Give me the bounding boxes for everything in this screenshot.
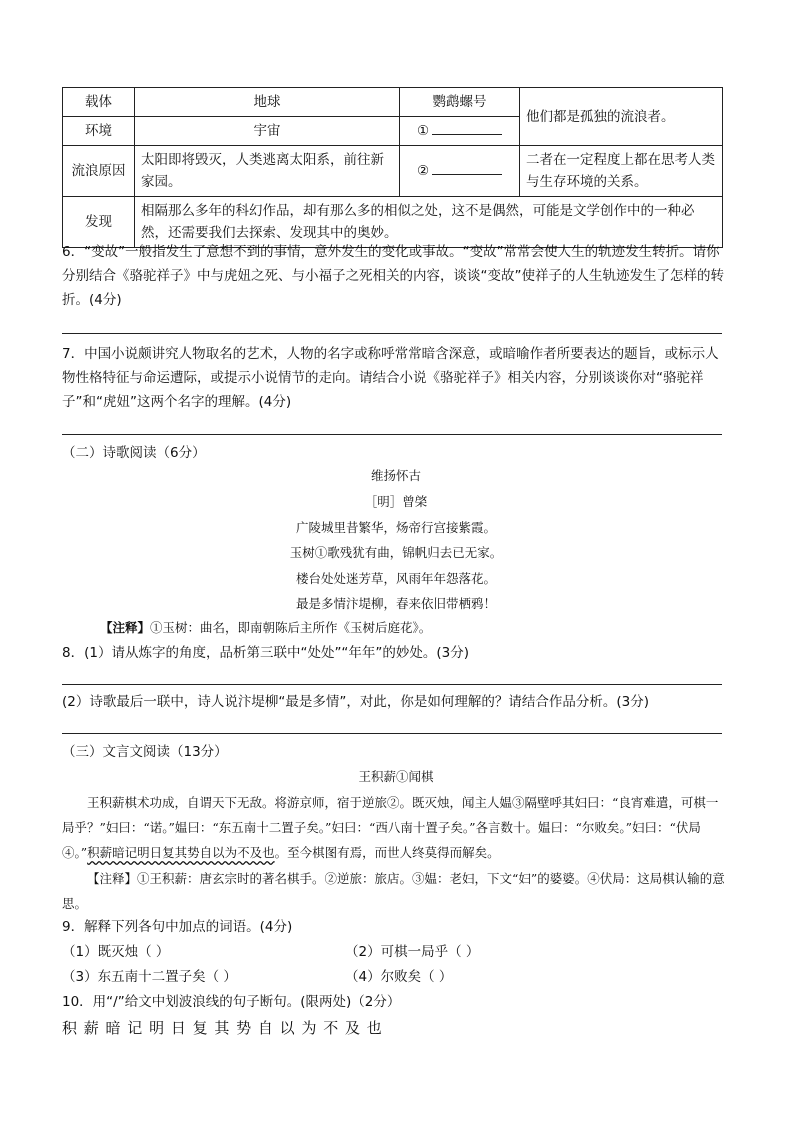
answer-line[interactable] [62,333,722,334]
section-heading: （二）诗歌阅读（6分） [62,445,206,461]
question-7: 7．中国小说颇讲究人物取名的艺术，人物的名字或称呼常常暗含深意，或暗喻作者所要表达的题旨，或标示人物性格特征与命运遭际，或提示小说情节的走向。请结合小说《骆驼祥子》相关内容，分别谈谈你对“骆驼祥子”和“虎妞”这两个名字的理解。(4分) [62,346,719,410]
q10-sentence: 积 薪 暗 记 明 日 复 其 势 自 以 为 不 及 也 [62,1019,383,1037]
poem-note [100,617,431,639]
answer-line[interactable] [62,733,722,734]
table-cell: 太阳即将毁灭，人类逃离太阳系，前往新家园。 [135,146,400,197]
table-cell: 宇宙 [135,117,400,146]
poem-line: 广陵城里昔繁华，炀帝行宫接紫霞。 [295,520,496,535]
passage-text: 。至今棋图有焉，而世人终莫得而解矣。 [274,845,500,860]
table-cell: 流浪原因 [63,146,135,197]
table-cell: 载体 [63,88,135,117]
table-row [63,88,723,117]
poem-line: 最是多情汴堤柳，春来依旧带栖鸦！ [295,596,496,611]
q9-item: （3）东五南十二置子矣（ ） [62,969,237,985]
classical-passage [62,790,730,865]
blank-label: ① [416,123,430,139]
blank-label: ② [416,163,430,179]
table-cell: 二者在一定程度上都在思考人类与生存环境的关系。 [520,146,723,197]
section-heading: （三）文言文阅读（13分） [62,744,228,760]
question-10: 10．用“/”给文中划波浪线的句子断句。(限两处)（2分） [62,994,401,1010]
answer-blank[interactable] [432,160,502,175]
answer-line[interactable] [62,434,722,435]
q9-item: （1）既灭烛（ ） [62,944,170,960]
question-8-2: (2）诗歌最后一联中，诗人说汴堤柳“最是多情”，对此，你是如何理解的？请结合作品分析。(3分) [62,694,649,710]
wavy-sentence: 积薪暗记明日复其势自以为不及也 [87,845,275,860]
passage-text: 王积薪棋术功成，自谓天下无敌。将游京师，宿于逆旅②。既灭烛，闻主人媪③隔壁呼其妇曰：“良宵难遣，可棋一局乎？”妇曰：“诺。”媪曰：“东五南十二置子矣。”妇曰：“西八南十置子矣。”各言数十。媪曰：“尔败矣。”妇曰：“伏局④。” [62,795,719,860]
classical-note: 【注释】①王积薪：唐玄宗时的著名棋手。②逆旅：旅店。③媪：老妇，下文“妇”的婆婆。④伏局：这局棋认输的意思。 [62,871,725,911]
question-6: 6．“变故”一般指发生了意想不到的事情，意外发生的变化或事故。“变故”常常会使人生的轨迹发生转折。请你分别结合《骆驼祥子》中与虎妞之死、与小福子之死相关的内容，谈谈“变故”使祥子的人生轨迹发生了怎样的转折。(4分) [62,244,724,308]
classical-title: 王积薪①闻棋 [358,769,434,784]
comparison-table [62,87,723,248]
question-8-1: 8．(1）请从炼字的角度，品析第三联中“处处”“年年”的妙处。(3分) [62,645,470,661]
poem-author: ［明］曾棨 [364,494,428,509]
poem-line: 玉树①歌残犹有曲，锦帆归去已无家。 [289,545,503,560]
table-cell [400,117,520,146]
table-cell: 环境 [63,117,135,146]
table-cell: 地球 [135,88,400,117]
q9-item: （4）尔败矣（ ） [345,969,453,985]
question-9: 9．解释下列各句中加点的词语。(4分) [62,919,293,935]
table-cell: 他们都是孤独的流浪者。 [520,88,723,146]
note-text: ①玉树：曲名，即南朝陈后主所作《玉树后庭花》。 [150,620,432,635]
table-cell: 鹦鹉螺号 [400,88,520,117]
table-row [63,146,723,197]
table-cell: 发现 [63,197,135,248]
table-cell [400,146,520,197]
note-label: 【注释】 [100,620,151,635]
poem-title: 维扬怀古 [370,468,421,483]
q9-item: （2）可棋一局乎（ ） [345,944,480,960]
answer-line[interactable] [62,684,722,685]
poem-line: 楼台处处迷芳草，风雨年年怨落花。 [295,571,496,586]
table-cell: 相隔那么多年的科幻作品，却有那么多的相似之处，这不是偶然，可能是文学创作中的一种必然，还需要我们去探索、发现其中的奥妙。 [135,197,723,248]
answer-blank[interactable] [432,120,502,135]
